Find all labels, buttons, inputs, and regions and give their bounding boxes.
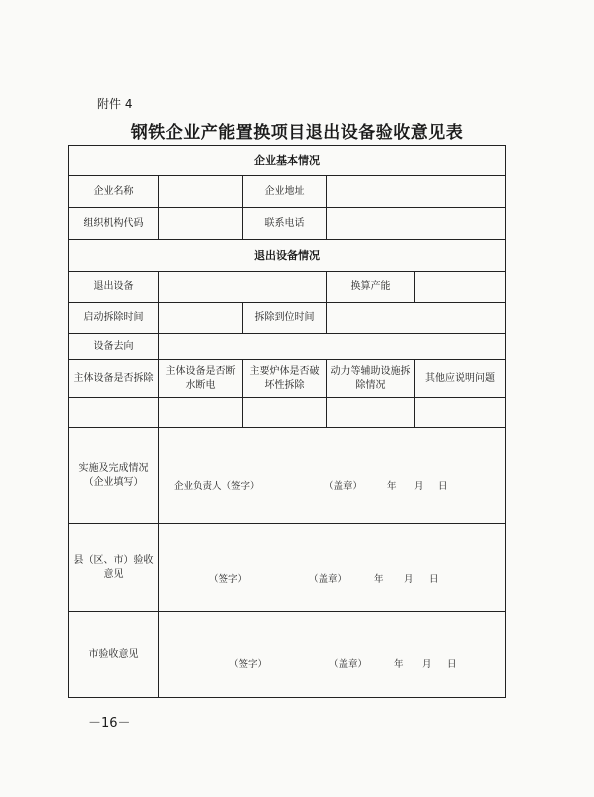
company-name-field[interactable] <box>159 176 243 208</box>
power-water-field[interactable] <box>159 398 243 428</box>
col-power-water: 主体设备是否断水断电 <box>159 360 243 398</box>
city-signature-area[interactable] <box>159 612 506 698</box>
other-notes-field[interactable] <box>415 398 506 428</box>
exit-equipment-field[interactable] <box>159 272 327 303</box>
impl-year: 年 <box>387 481 397 492</box>
impl-label: 实施及完成情况（企业填写） <box>69 428 159 524</box>
county-label: 县（区、市）验收意见 <box>69 524 159 612</box>
attachment-label: 附件 4 <box>97 97 133 111</box>
section-basic-header: 企业基本情况 <box>69 146 506 176</box>
impl-month: 月 <box>414 481 424 492</box>
impl-signer: 企业负责人（签字） <box>174 481 260 492</box>
contact-phone-field[interactable] <box>327 208 506 240</box>
county-day: 日 <box>429 574 439 585</box>
county-year: 年 <box>374 574 384 585</box>
city-sign: （签字） <box>229 659 268 670</box>
exit-equipment-label: 退出设备 <box>69 272 159 303</box>
org-code-field[interactable] <box>159 208 243 240</box>
page-number: －16－ <box>88 716 131 731</box>
converted-capacity-field[interactable] <box>415 272 506 303</box>
impl-seal: （盖章） <box>324 481 363 492</box>
section-exit-header: 退出设备情况 <box>69 240 506 272</box>
city-year: 年 <box>394 659 404 670</box>
acceptance-form-table <box>68 145 506 698</box>
start-dismantle-label: 启动拆除时间 <box>69 303 159 334</box>
furnace-destructive-field[interactable] <box>243 398 327 428</box>
county-sign: （签字） <box>209 574 248 585</box>
org-code-label: 组织机构代码 <box>69 208 159 240</box>
city-day: 日 <box>447 659 457 670</box>
start-dismantle-field[interactable] <box>159 303 243 334</box>
county-month: 月 <box>404 574 414 585</box>
county-seal: （盖章） <box>309 574 348 585</box>
contact-phone-label: 联系电话 <box>243 208 327 240</box>
company-address-field[interactable] <box>327 176 506 208</box>
city-seal: （盖章） <box>329 659 368 670</box>
equipment-destination-label: 设备去向 <box>69 334 159 360</box>
dismantle-done-field[interactable] <box>327 303 506 334</box>
equipment-destination-field[interactable] <box>159 334 506 360</box>
page-title: 钢铁企业产能置换项目退出设备验收意见表 <box>130 123 464 143</box>
impl-signature-area[interactable] <box>159 428 506 524</box>
col-furnace-destructive: 主要炉体是否破坏性拆除 <box>243 360 327 398</box>
county-signature-area[interactable] <box>159 524 506 612</box>
company-address-label: 企业地址 <box>243 176 327 208</box>
converted-capacity-label: 换算产能 <box>327 272 415 303</box>
col-main-dismantled: 主体设备是否拆除 <box>69 360 159 398</box>
company-name-label: 企业名称 <box>69 176 159 208</box>
col-aux-dismantle: 动力等辅助设施拆除情况 <box>327 360 415 398</box>
col-other-notes: 其他应说明问题 <box>415 360 506 398</box>
city-month: 月 <box>422 659 432 670</box>
main-dismantled-field[interactable] <box>69 398 159 428</box>
dismantle-done-label: 拆除到位时间 <box>243 303 327 334</box>
aux-dismantle-field[interactable] <box>327 398 415 428</box>
city-label: 市验收意见 <box>69 612 159 698</box>
impl-day: 日 <box>438 481 448 492</box>
